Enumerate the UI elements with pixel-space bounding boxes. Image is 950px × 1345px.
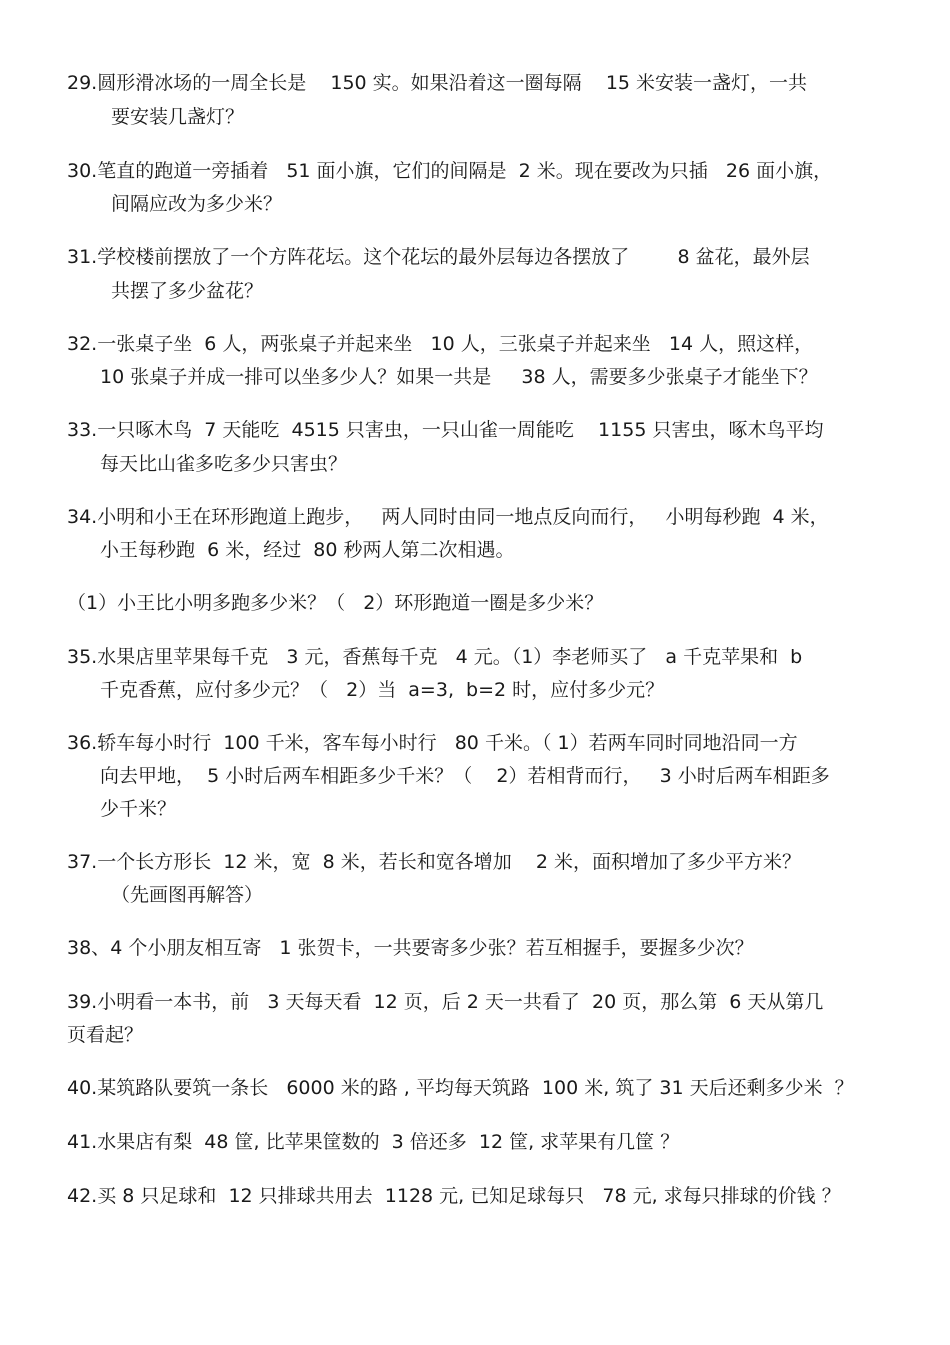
problem-40-line-1: 40.某筑路队要筑一条长 6000 米的路 , 平均每天筑路 100 米, 筑了 31 天后还剩多少米 ？ xyxy=(67,1077,854,1099)
problem-32-line-1: 32.一张桌子坐 6 人，两张桌子并起来坐 10 人，三张桌子并起来坐 14 人，照这样， xyxy=(67,333,814,355)
problem-37-line-2: （先画图再解答） xyxy=(111,884,264,906)
problem-36-line-2: 向去甲地， 5 小时后两车相距多少千米？（ 2）若相背而行， 3 小时后两车相距多 xyxy=(100,765,830,787)
problem-38-line-1: 38、4 个小朋友相互寄 1 张贺卡，一共要寄多少张？若互相握手，要握多少次？ xyxy=(67,937,754,959)
problem-30-line-1: 30.笔直的跑道一旁插着 51 面小旗，它们的间隔是 2 米。现在要改为只插 26 面小旗， xyxy=(67,160,833,182)
problem-35-line-1: 35.水果店里苹果每千克 3 元，香蕉每千克 4 元。（1）李老师买了 a 千克苹果和 b xyxy=(67,646,803,668)
problem-29-line-2: 要安装几盏灯？ xyxy=(111,106,245,128)
problem-29-line-1: 29.圆形滑冰场的一周全长是 150 实。如果沿着这一圈每隔 15 米安装一盏灯，一共 xyxy=(67,72,808,94)
problem-30-line-2: 间隔应改为多少米？ xyxy=(111,193,283,215)
problem-35-line-2: 千克香蕉，应付多少元？（ 2）当 a=3, b=2 时，应付多少元？ xyxy=(100,679,665,701)
problem-39-line-1: 39.小明看一本书，前 3 天每天看 12 页，后 2 天一共看了 20 页，那么第 6 天从第几 xyxy=(67,991,824,1013)
problem-31-line-2: 共摆了多少盆花？ xyxy=(111,280,264,302)
problem-33-line-1: 33.一只啄木鸟 7 天能吃 4515 只害虫，一只山雀一周能吃 1155 只害虫，啄木鸟平均 xyxy=(67,419,824,441)
problem-34-subquestions: （1）小王比小明多跑多少米？（ 2）环形跑道一圈是多少米？ xyxy=(67,592,604,614)
problem-37-line-1: 37.一个长方形长 12 米，宽 8 米，若长和宽各增加 2 米，面积增加了多少平方米？ xyxy=(67,851,802,873)
problem-34-line-2: 小王每秒跑 6 米，经过 80 秒两人第二次相遇。 xyxy=(100,539,515,561)
problem-36-line-3: 少千米？ xyxy=(100,798,177,820)
problem-36-line-1: 36.轿车每小时行 100 千米，客车每小时行 80 千米。（ 1）若两车同时同地沿同一方 xyxy=(67,732,798,754)
problem-42-line-1: 42.买 8 只足球和 12 只排球共用去 1128 元, 已知足球每只 78 元, 求每只排球的价钱 ？ xyxy=(67,1185,841,1207)
problem-32-line-2: 10 张桌子并成一排可以坐多少人？如果一共是 38 人，需要多少张桌子才能坐下？ xyxy=(100,366,818,388)
problem-41-line-1: 41.水果店有梨 48 筐, 比苹果筐数的 3 倍还多 12 筐, 求苹果有几筐 ？ xyxy=(67,1131,680,1153)
problem-39-line-2: 页看起？ xyxy=(67,1024,144,1046)
problem-34-line-1: 34.小明和小王在环形跑道上跑步， 两人同时由同一地点反向而行， 小明每秒跑 4 米， xyxy=(67,506,829,528)
problem-31-line-1: 31.学校楼前摆放了一个方阵花坛。这个花坛的最外层每边各摆放了 8 盆花，最外层 xyxy=(67,246,810,268)
problem-33-line-2: 每天比山雀多吃多少只害虫？ xyxy=(100,453,348,475)
